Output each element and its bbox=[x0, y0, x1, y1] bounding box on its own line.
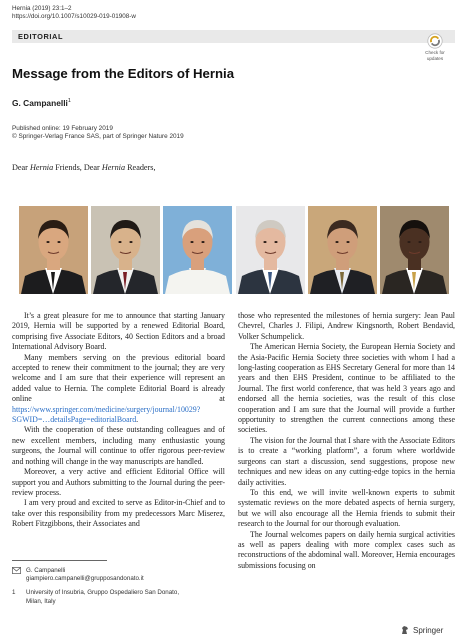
check-updates-label-1: Check for bbox=[425, 50, 445, 55]
editor-portrait bbox=[308, 206, 377, 294]
check-updates-label-2: updates bbox=[426, 56, 444, 61]
affiliation-mark: 1 bbox=[12, 589, 16, 597]
paragraph: Many members serving on the previous editorial board accepted to renew their commitment to the journal; they are very welcome and I am sure that their experience will represent an added value to Hernia. The complete Editorial Board is already online at https://www.springer.com/medicine/surgery/journal/10029?SGWID=…detailsPage=editorialBoard. bbox=[12, 352, 225, 425]
springer-horse-icon bbox=[400, 625, 410, 635]
editor-portrait bbox=[91, 206, 160, 294]
paragraph: The Journal welcomes papers on daily hernia surgical activities as well as papers dealing with more complex cases such as reconstructions of the abdominal wall. Moreover, Hernia encourages submissions focusing on bbox=[238, 529, 455, 570]
check-updates-icon bbox=[427, 33, 443, 49]
section-label: EDITORIAL bbox=[12, 30, 455, 43]
footnote-author-name: G. Campanelli bbox=[26, 567, 66, 574]
author-affiliation-mark: 1 bbox=[67, 98, 71, 105]
doi-link[interactable]: https://doi.org/10.1007/s10029-019-01908-w bbox=[12, 13, 136, 21]
check-for-updates-badge[interactable] bbox=[420, 33, 450, 61]
journal-reference bbox=[12, 5, 136, 21]
editor-portrait bbox=[380, 206, 449, 294]
editorial-board-link[interactable]: https://www.springer.com/medicine/surgery/journal/10029?SGWID=…detailsPage=editorialBoard bbox=[12, 404, 201, 425]
greeting: Dear Hernia Friends, Dear Hernia Readers, bbox=[12, 163, 156, 172]
affiliation bbox=[12, 589, 222, 605]
paragraph: With the cooperation of these outstanding colleagues and of new excellent members, including many enthusiastic young surgeons, the Journal will continue to offer rigorous peer-review and nothing will change in the way manuscripts are handled. bbox=[12, 425, 225, 466]
article-title: Message from the Editors of Hernia bbox=[12, 66, 235, 81]
affiliation-line: Milan, Italy bbox=[26, 597, 56, 605]
journal-citation: Hernia (2019) 23:1–2 bbox=[12, 5, 72, 12]
editor-portrait bbox=[163, 206, 232, 294]
body-column-left bbox=[12, 311, 225, 530]
paragraph: Moreover, a very active and efficient Editorial Office will support you and Authors submitting to the Journal during the peer-review process. bbox=[12, 467, 225, 497]
editor-photos-strip bbox=[19, 206, 449, 294]
footnotes bbox=[12, 567, 222, 606]
body-column-right bbox=[238, 311, 455, 571]
author-email[interactable]: giampiero.campanelli@grupposandonato.it bbox=[26, 575, 144, 583]
article-author bbox=[12, 98, 71, 108]
copyright-line: © Springer-Verlag France SAS, part of Springer Nature 2019 bbox=[12, 133, 184, 141]
footnote-divider bbox=[12, 560, 107, 561]
corresponding-author bbox=[12, 567, 222, 583]
publisher-logo bbox=[400, 625, 443, 635]
envelope-icon bbox=[12, 567, 26, 583]
paragraph: To this end, we will invite well-known experts to submit systematic reviews on the more debated aspects of hernia surgery, but we will also encourage all the Hernia friends to submit their research to the Journal for our thorough evaluation. bbox=[238, 487, 455, 529]
publisher-name: Springer bbox=[413, 625, 444, 635]
paragraph: The vision for the Journal that I share with the Associate Editors is to create a “working platform”, a forum where worldwide surgeons can start a discussion, send suggestions, propose new techniques and new ideas on any cutting-edge topics in the hernia daily activities. bbox=[238, 435, 455, 487]
author-name[interactable]: G. Campanelli bbox=[12, 98, 68, 108]
affiliation-line: University of Insubria, Gruppo Ospedaliero San Donato, bbox=[26, 589, 180, 597]
paragraph: The American Hernia Society, the European Hernia Society and the Asia-Pacific Hernia Society three societies with whom I had a long-lasting cooperation as EHS Secretary General for more than 14 years and then EHS President, continue to be affiliated to the Journal. The first world conference, that was held 3 years ago and endorsed all the hernia societies, was the result of this close cooperation and I am sure that the Journal will provide a further opportunity to strengthen the current connections among these societies. bbox=[238, 342, 455, 435]
paragraph: those who represented the milestones of hernia surgery: Jean Paul Chevrel, Charles J. Filipi, Andrew Kingsnorth, Robert Bendavid, Volker Schumpelick. bbox=[238, 311, 455, 341]
published-date: Published online: 19 February 2019 bbox=[12, 125, 113, 132]
publication-info bbox=[12, 125, 184, 142]
editor-portrait bbox=[19, 206, 88, 294]
editor-portrait bbox=[236, 206, 305, 294]
paragraph: I am very proud and excited to serve as Editor-in-Chief and to take over this responsibility from my predecessors Marc Miserez, Robert Fitzgibbons, their Associates and bbox=[12, 498, 225, 529]
paragraph: It’s a great pleasure for me to announce that starting January 2019, Hernia will be supported by a renewed Editorial Board, comprising five Associate Editors, 40 Section Editors and a broad International Advisory Board. bbox=[12, 311, 225, 352]
